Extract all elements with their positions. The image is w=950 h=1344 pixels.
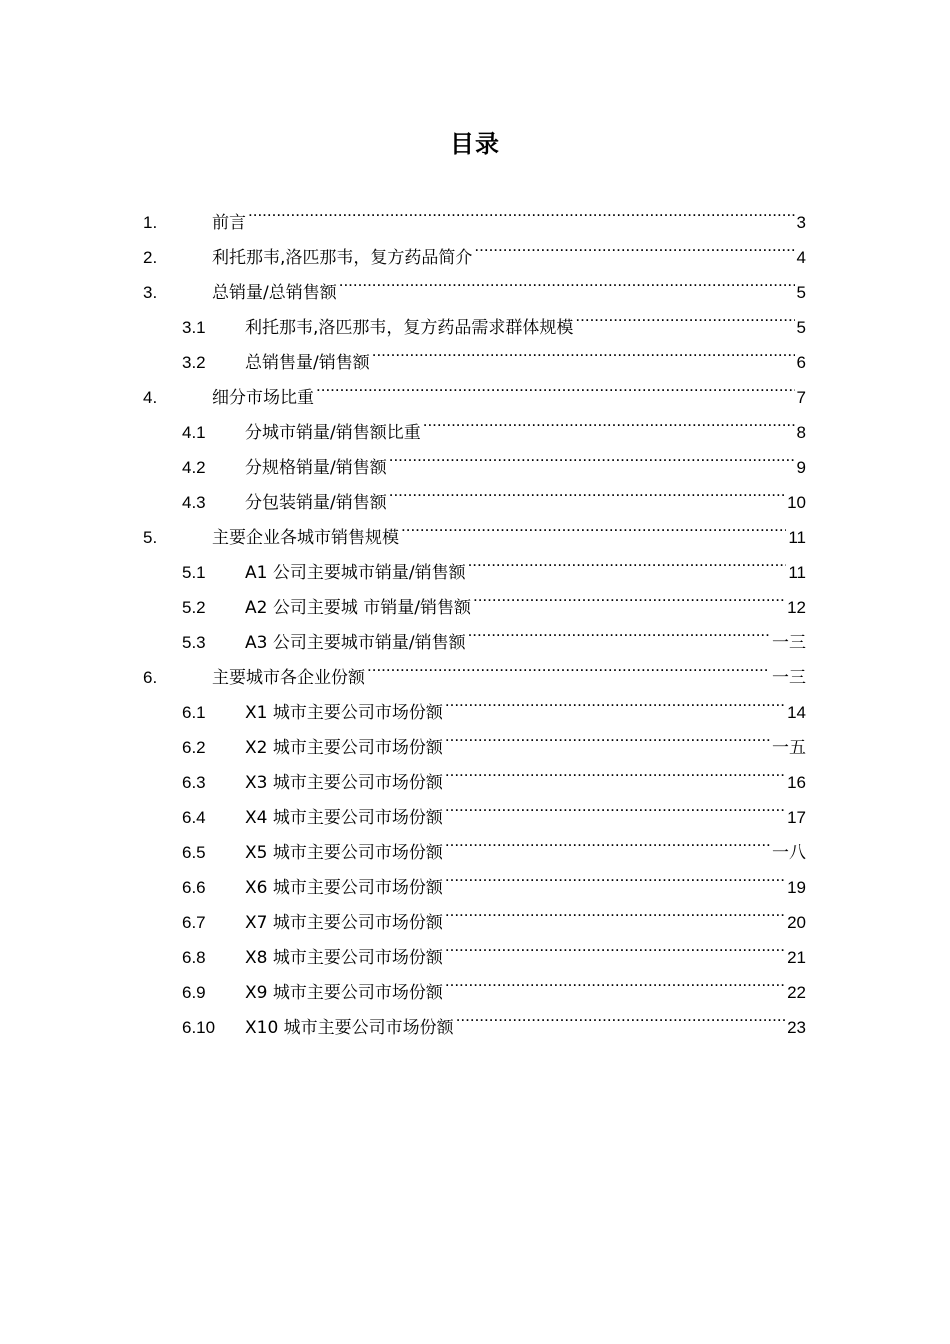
toc-entry-page-number: 11 — [788, 528, 806, 547]
toc-entry-label: 利托那韦,洛匹那韦，复方药品需求群体规模 — [245, 318, 574, 338]
toc-dot-leader — [389, 438, 795, 473]
toc-dot-leader — [445, 893, 785, 928]
toc-entry-page-number: 9 — [796, 458, 806, 477]
toc-entry-number: 6.7 — [182, 913, 206, 932]
toc-entry-number: 6.9 — [182, 983, 206, 1002]
toc-dot-leader — [445, 788, 785, 823]
toc-entry-page-number: 19 — [787, 878, 806, 897]
toc-entry-label: 分规格销量/销售额 — [245, 458, 387, 478]
toc-dot-leader — [367, 648, 770, 683]
toc-entry-page-number: 6 — [796, 353, 806, 372]
toc-entry-number: 4.2 — [182, 458, 206, 477]
toc-entry-label: X5 城市主要公司市场份额 — [245, 843, 443, 863]
toc-entry-page-number: 一八 — [772, 843, 806, 862]
toc-dot-leader — [445, 683, 785, 718]
toc-entry-page-number: 21 — [787, 948, 806, 967]
toc-entry-number: 6. — [143, 668, 158, 687]
toc-entry-label: X7 城市主要公司市场份额 — [245, 913, 443, 933]
toc-entry-number: 5.2 — [182, 598, 206, 617]
toc-dot-leader — [339, 263, 795, 298]
toc-entry-label: X4 城市主要公司市场份额 — [245, 808, 443, 828]
toc-entry-number: 6.1 — [182, 703, 206, 722]
toc-entry-page-number: 12 — [787, 598, 806, 617]
toc-dot-leader — [445, 823, 770, 858]
toc-dot-leader — [248, 193, 795, 228]
toc-entry-label: 分城市销量/销售额比重 — [245, 423, 421, 443]
toc-dot-leader — [445, 718, 770, 753]
toc-entry-page-number: 16 — [787, 773, 806, 792]
toc-entry-page-number: 10 — [787, 493, 806, 512]
toc-entry-page-number: 11 — [788, 563, 806, 582]
toc-entry-number: 4. — [143, 388, 158, 407]
toc-entry[interactable] — [143, 193, 806, 233]
toc-entry-number: 3.1 — [182, 318, 206, 337]
toc-entry-page-number: 23 — [787, 1018, 806, 1037]
toc-entry-number: 6.6 — [182, 878, 206, 897]
toc-title: 目录 — [450, 130, 500, 158]
toc-entry-label: X10 城市主要公司市场份额 — [245, 1018, 454, 1038]
toc-entry-label: 前言 — [212, 213, 246, 233]
toc-dot-leader — [423, 403, 795, 438]
toc-entry-number: 6.4 — [182, 808, 206, 827]
toc-entry-number: 5.3 — [182, 633, 206, 652]
toc-entry-number: 6.2 — [182, 738, 206, 757]
toc-entry-number: 6.8 — [182, 948, 206, 967]
toc-entry-label: A1 公司主要城市销量/销售额 — [245, 563, 466, 583]
toc-dot-leader — [445, 928, 785, 963]
toc-entry-page-number: 14 — [787, 703, 806, 722]
toc-entry-label: 主要企业各城市销售规模 — [212, 528, 399, 548]
toc-entry-number: 6.5 — [182, 843, 206, 862]
toc-entry-number: 2. — [143, 248, 158, 267]
toc-entry-number: 3. — [143, 283, 158, 302]
toc-entry-page-number: 22 — [787, 983, 806, 1002]
toc-entry-label: A2 公司主要城 市销量/销售额 — [245, 598, 471, 618]
toc-entry-label: 利托那韦,洛匹那韦，复方药品简介 — [212, 248, 473, 268]
toc-entry-number: 1. — [143, 213, 158, 232]
toc-dot-leader — [468, 543, 787, 578]
toc-dot-leader — [372, 333, 795, 368]
toc-entry-page-number: 一三 — [772, 633, 806, 652]
toc-entry-label: X9 城市主要公司市场份额 — [245, 983, 443, 1003]
toc-dot-leader — [445, 858, 785, 893]
toc-dot-leader — [445, 753, 785, 788]
toc-entry-label: 细分市场比重 — [212, 388, 314, 408]
toc-dot-leader — [474, 228, 794, 263]
toc-entry-number: 4.3 — [182, 493, 206, 512]
toc-dot-leader — [445, 963, 785, 998]
toc-entry-label: 分包装销量/销售额 — [245, 493, 387, 513]
toc-entry-label: X6 城市主要公司市场份额 — [245, 878, 443, 898]
toc-entry-page-number: 3 — [796, 213, 806, 232]
toc-dot-leader — [468, 613, 770, 648]
toc-entry-page-number: 17 — [787, 808, 806, 827]
toc-entry-label: 总销售量/销售额 — [245, 353, 370, 373]
toc-entry-label: 主要城市各企业份额 — [212, 668, 365, 688]
toc-entry-page-number: 20 — [787, 913, 806, 932]
toc-entry-number: 5. — [143, 528, 158, 547]
toc-dot-leader — [316, 368, 795, 403]
toc-entry-page-number: 一五 — [772, 738, 806, 757]
toc-entry-page-number: 一三 — [772, 668, 806, 687]
toc-entry-number: 4.1 — [182, 423, 206, 442]
toc-entry-page-number: 5 — [796, 318, 806, 337]
toc-dot-leader — [401, 508, 786, 543]
toc-entry-label: A3 公司主要城市销量/销售额 — [245, 633, 466, 653]
toc-entry-page-number: 5 — [796, 283, 806, 302]
toc-dot-leader — [456, 998, 785, 1033]
toc-entry-number: 3.2 — [182, 353, 206, 372]
toc-dot-leader — [389, 473, 785, 508]
toc-entry-label: 总销量/总销售额 — [212, 283, 337, 303]
toc-entry-number: 6.3 — [182, 773, 206, 792]
toc-entry-page-number: 8 — [796, 423, 806, 442]
toc-entry-number: 6.10 — [182, 1018, 216, 1037]
toc-entry-number: 5.1 — [182, 563, 206, 582]
table-of-contents — [143, 193, 806, 1038]
toc-dot-leader — [473, 578, 785, 613]
toc-entry-label: X1 城市主要公司市场份额 — [245, 703, 443, 723]
toc-entry-label: X8 城市主要公司市场份额 — [245, 948, 443, 968]
toc-entry-label: X2 城市主要公司市场份额 — [245, 738, 443, 758]
toc-entry-label: X3 城市主要公司市场份额 — [245, 773, 443, 793]
toc-entry-page-number: 4 — [796, 248, 806, 267]
toc-dot-leader — [575, 298, 794, 333]
toc-entry-page-number: 7 — [796, 388, 806, 407]
